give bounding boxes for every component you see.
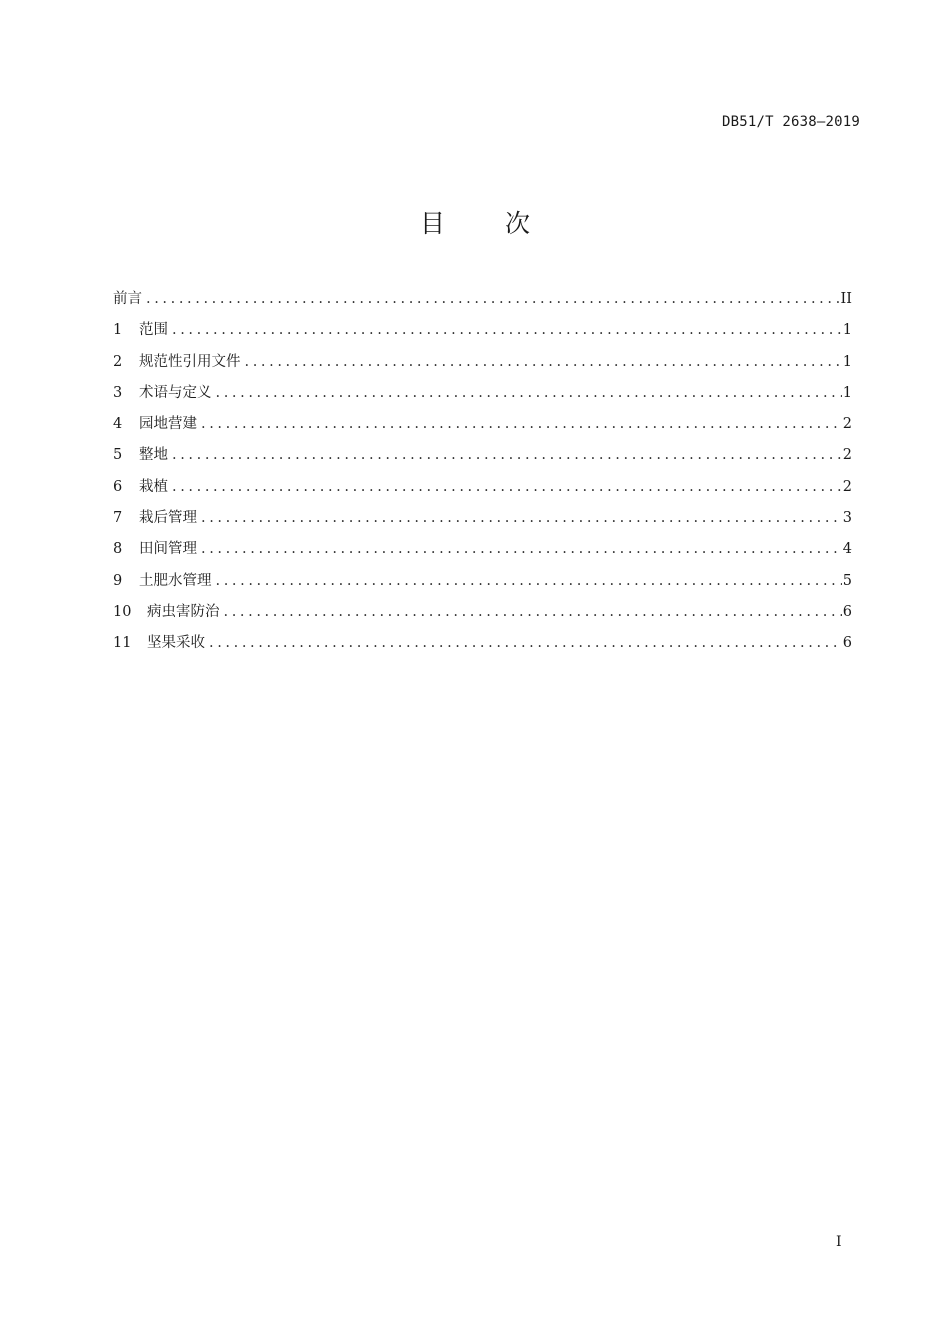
toc-entry-number: 3 (113, 384, 123, 401)
toc-entry-foreword[interactable] (113, 284, 852, 315)
toc-entry-label: 栽植 (139, 478, 168, 495)
standard-code: DB51/T 2638—2019 (721, 114, 860, 130)
toc-entry-10[interactable] (113, 597, 852, 628)
toc-dot-leader (172, 472, 842, 503)
toc-entry-5[interactable] (113, 440, 852, 471)
toc-dot-leader (209, 628, 842, 659)
toc-entry-number: 6 (113, 478, 123, 495)
toc-entry-label: 规范性引用文件 (139, 353, 241, 370)
toc-dot-leader (201, 409, 842, 440)
toc-entry-label: 田间管理 (139, 541, 197, 558)
toc-entry-page: 1 (842, 384, 852, 401)
toc-entry-page: 5 (842, 572, 852, 589)
toc-entry-7[interactable] (113, 503, 852, 534)
toc-entry-page: 3 (842, 510, 852, 527)
toc-entry-11[interactable] (113, 628, 852, 659)
toc-entry-number: 11 (113, 635, 132, 652)
toc-entry-label: 术语与定义 (139, 384, 212, 401)
toc-entry-page: 2 (842, 447, 852, 464)
toc-entry-8[interactable] (113, 534, 852, 565)
toc-entry-label: 土肥水管理 (139, 572, 212, 589)
toc-entry-label: 病虫害防治 (147, 603, 220, 620)
toc-entry-label: 前言 (113, 291, 142, 307)
toc-entry-label: 整地 (139, 447, 168, 464)
toc-entry-4[interactable] (113, 409, 852, 440)
toc-entry-number: 4 (113, 416, 123, 433)
toc-entry-1[interactable] (113, 315, 852, 346)
toc-dot-leader (245, 347, 843, 378)
toc-entry-number: 2 (113, 353, 123, 370)
toc-dot-leader (172, 440, 842, 471)
toc-entry-number: 5 (113, 447, 123, 464)
table-of-contents (113, 284, 852, 660)
toc-entry-label: 园地营建 (139, 416, 197, 433)
toc-entry-page: 2 (842, 478, 852, 495)
toc-entry-page: 4 (842, 541, 852, 558)
toc-entry-label: 范围 (139, 322, 168, 339)
page-number: I (836, 1234, 842, 1250)
toc-dot-leader (201, 503, 842, 534)
toc-entry-3[interactable] (113, 378, 852, 409)
toc-entry-number: 7 (113, 510, 123, 527)
toc-entry-2[interactable] (113, 347, 852, 378)
toc-entry-page: 6 (842, 635, 852, 652)
toc-dot-leader (146, 284, 841, 315)
toc-dot-leader (216, 566, 843, 597)
page-title: 目 次 (420, 209, 556, 238)
toc-dot-leader (224, 597, 843, 628)
toc-entry-number: 8 (113, 541, 123, 558)
toc-entry-6[interactable] (113, 472, 852, 503)
toc-dot-leader (216, 378, 843, 409)
toc-entry-page: 6 (842, 603, 852, 620)
toc-dot-leader (172, 315, 842, 346)
toc-entry-page: 1 (842, 353, 852, 370)
toc-entry-page: II (840, 291, 852, 307)
toc-entry-page: 2 (842, 416, 852, 433)
toc-entry-page: 1 (842, 322, 852, 339)
toc-entry-label: 坚果采收 (147, 635, 205, 652)
toc-entry-number: 10 (113, 603, 132, 620)
toc-entry-9[interactable] (113, 566, 852, 597)
toc-entry-number: 1 (113, 322, 123, 339)
toc-entry-label: 栽后管理 (139, 510, 197, 527)
toc-dot-leader (201, 534, 842, 565)
toc-entry-number: 9 (113, 572, 123, 589)
